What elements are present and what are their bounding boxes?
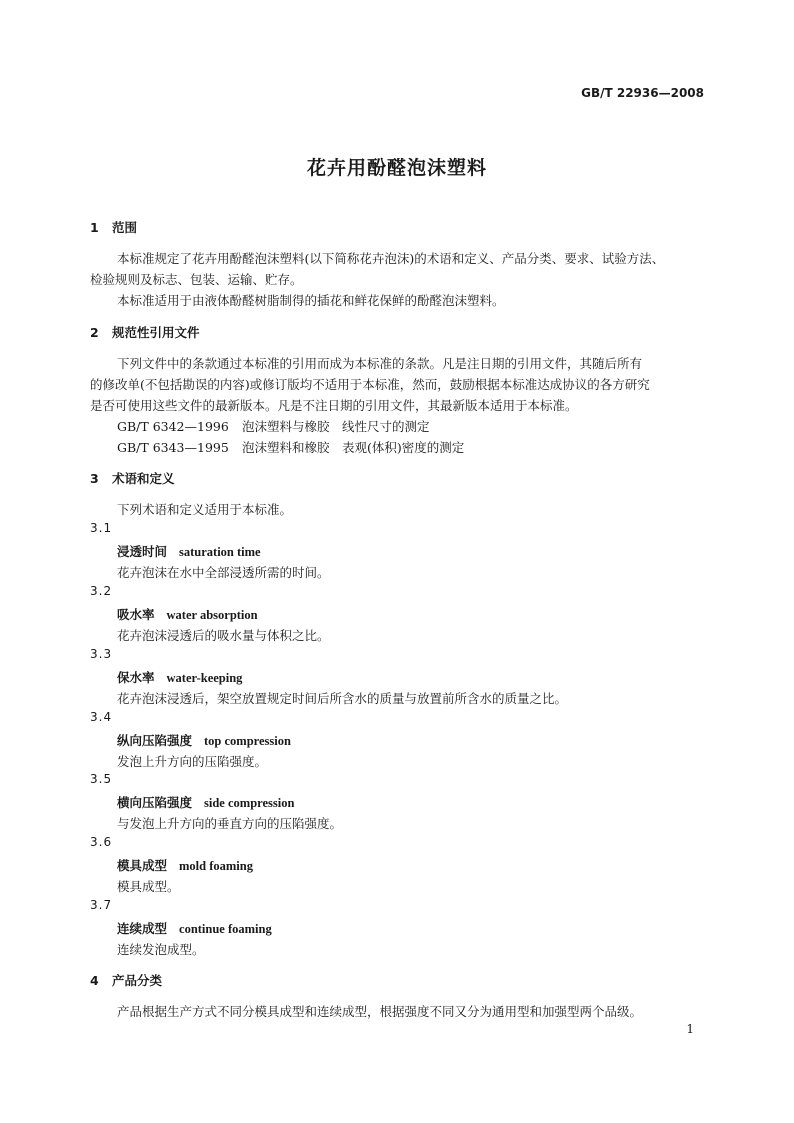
term-english: top compression [204,734,291,748]
term-definition: 花卉泡沫在水中全部浸透所需的时间。 [117,565,330,580]
term-definition: 花卉泡沫浸透后的吸水量与体积之比。 [117,628,330,643]
section-4-heading [90,971,162,989]
clause-number: 3.4 [90,710,113,724]
reference-item [117,438,464,456]
clause-number: 3.2 [90,584,113,598]
term-chinese: 吸水率 [117,607,155,622]
clause-number: 3.7 [90,898,113,912]
term-chinese: 纵向压陷强度 [117,733,193,748]
reference-title: 泡沫塑料和橡胶 表观(体积)密度的测定 [242,440,465,455]
section-2-heading [90,323,200,341]
section-title: 产品分类 [112,973,163,988]
section-title: 术语和定义 [112,471,175,486]
page-number: 1 [686,1022,694,1036]
clause-number: 3.6 [90,835,113,849]
section-title: 规范性引用文件 [112,325,200,340]
term-definition: 连续发泡成型。 [117,942,205,957]
term-heading [117,605,258,623]
term-chinese: 模具成型 [117,858,168,873]
section-number: 4 [90,973,99,988]
term-english: continue foaming [179,922,272,936]
term-definition: 模具成型。 [117,879,180,894]
section-title: 范围 [112,220,138,235]
clause-number: 3.3 [90,647,113,661]
term-english: mold foaming [179,859,253,873]
section-number: 2 [90,325,99,340]
term-english: side compression [204,796,295,810]
term-heading [117,919,272,937]
section-3-intro: 下列术语和定义适用于本标准。 [117,502,293,517]
reference-title: 泡沫塑料与橡胶 线性尺寸的测定 [242,419,430,434]
term-definition: 花卉泡沫浸透后，架空放置规定时间后所含水的质量与放置前所含水的质量之比。 [117,691,568,706]
term-chinese: 浸透时间 [117,544,168,559]
section-3-heading [90,469,175,487]
standard-code: GB/T 22936—2008 [581,86,704,100]
section-2-paragraph-line-3: 是否可使用这些文件的最新版本。凡是不注日期的引用文件，其最新版本适用于本标准。 [90,398,578,413]
term-chinese: 连续成型 [117,921,168,936]
term-heading [117,542,261,560]
section-1-paragraph-1-line-1: 本标准规定了花卉用酚醛泡沫塑料(以下简称花卉泡沫)的术语和定义、产品分类、要求、试验方法、 [117,251,665,266]
reference-code: GB/T 6343—1995 [117,440,229,455]
section-1-paragraph-1-line-2: 检验规则及标志、包装、运输、贮存。 [90,272,303,287]
term-chinese: 横向压陷强度 [117,795,193,810]
section-number: 3 [90,471,99,486]
clause-number: 3.5 [90,772,113,786]
reference-item [117,417,430,435]
clause-number: 3.1 [90,521,113,535]
section-2-paragraph-line-2: 的修改单(不包括勘误的内容)或修订版均不适用于本标准，然而，鼓励根据本标准达成协议的各方研究 [90,377,650,392]
term-english: saturation time [179,545,261,559]
term-definition: 与发泡上升方向的垂直方向的压陷强度。 [117,816,343,831]
term-heading [117,793,294,811]
section-4-paragraph: 产品根据生产方式不同分模具成型和连续成型，根据强度不同又分为通用型和加强型两个品级。 [117,1004,643,1019]
section-1-heading [90,218,137,236]
term-english: water absorption [166,608,258,622]
term-heading [117,731,291,749]
document-title: 花卉用酚醛泡沫塑料 [306,157,487,179]
term-definition: 发泡上升方向的压陷强度。 [117,754,268,769]
section-number: 1 [90,220,99,235]
section-2-paragraph-line-1: 下列文件中的条款通过本标准的引用而成为本标准的条款。凡是注日期的引用文件，其随后所有 [117,356,643,371]
reference-code: GB/T 6342—1996 [117,419,229,434]
term-english: water-keeping [166,671,243,685]
term-chinese: 保水率 [117,670,155,685]
term-heading [117,668,242,686]
term-heading [117,856,253,874]
section-1-paragraph-2: 本标准适用于由液体酚醛树脂制得的插花和鲜花保鲜的酚醛泡沫塑料。 [117,293,505,308]
